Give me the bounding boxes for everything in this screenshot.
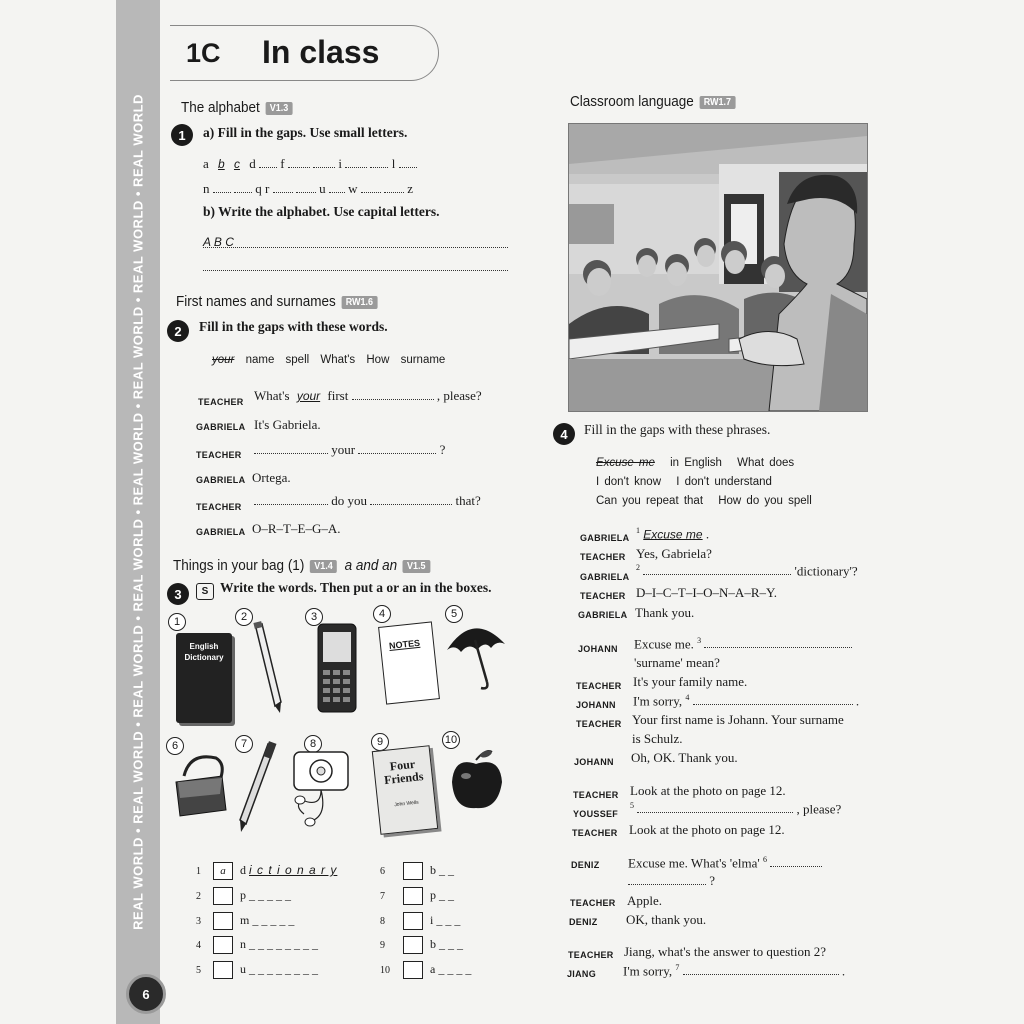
letter-u: u bbox=[319, 181, 326, 196]
dialogue-line: $^5$ , please? bbox=[630, 801, 842, 817]
letter-f: f bbox=[280, 156, 285, 171]
alphabet-row-2 bbox=[203, 181, 413, 197]
pic-number: 7 bbox=[235, 735, 253, 753]
dialogue-line: It's Gabriela. bbox=[254, 417, 321, 432]
answer-box[interactable] bbox=[213, 887, 233, 905]
umbrella-icon bbox=[445, 620, 507, 692]
speaker: TEACHER bbox=[570, 898, 616, 908]
letter-w: w bbox=[348, 181, 358, 196]
alphabet-part-a: a) Fill in the gaps. Use small letters. bbox=[203, 125, 408, 140]
speaker: GABRIELA bbox=[578, 610, 628, 620]
speaker: JOHANN bbox=[576, 700, 616, 710]
answer-row: 1 a d i c t i o n a r y bbox=[196, 862, 337, 880]
gap[interactable] bbox=[213, 182, 231, 193]
lesson-code: 1C bbox=[186, 38, 221, 68]
exercise-4-number: 4 bbox=[553, 423, 575, 445]
alphabet-heading-text: The alphabet bbox=[181, 99, 260, 116]
answer-b: A B C bbox=[203, 235, 234, 249]
answer-box[interactable] bbox=[403, 912, 423, 930]
phrase-crossed: Excuse me bbox=[596, 457, 655, 469]
apple-icon bbox=[448, 746, 508, 814]
phrase-row-2: I don't know I don't understand bbox=[596, 476, 772, 488]
dialogue-line: I'm sorry, $^4$ . bbox=[633, 693, 860, 709]
classroom-photo bbox=[568, 123, 868, 412]
answer-row: 6 b _ _ bbox=[380, 862, 454, 880]
alphabet-row-1 bbox=[203, 156, 417, 172]
names-instruction: Fill in the gaps with these words. bbox=[199, 319, 388, 334]
phrase-row-1: Excuse me in English What does bbox=[596, 457, 795, 469]
letter-n: n bbox=[203, 181, 210, 196]
gap[interactable] bbox=[313, 157, 335, 168]
exercise-3-number: 3 bbox=[167, 583, 189, 605]
bag-heading bbox=[173, 557, 430, 574]
dialogue-line: Jiang, what's the answer to question 2? bbox=[624, 944, 826, 959]
answer-row: 8 i _ _ _ bbox=[380, 912, 460, 930]
letter-c: c bbox=[233, 157, 240, 171]
classroom-scene-illustration bbox=[569, 124, 867, 411]
speaker: TEACHER bbox=[580, 552, 626, 562]
dialogue-line: Excuse me. $^3$ bbox=[634, 636, 852, 652]
classroom-badge: RW1.7 bbox=[699, 96, 735, 109]
speaker: GABRIELA bbox=[196, 527, 246, 537]
answer-box[interactable]: a bbox=[213, 862, 233, 880]
gap[interactable] bbox=[693, 694, 853, 705]
gap[interactable] bbox=[361, 182, 381, 193]
alphabet-heading bbox=[181, 99, 293, 116]
answer-line-1[interactable] bbox=[203, 233, 508, 248]
gap[interactable] bbox=[643, 564, 791, 575]
bag-badge-2: V1.5 bbox=[403, 560, 431, 573]
names-badge: RW1.6 bbox=[341, 296, 377, 309]
letter-r: r bbox=[265, 181, 270, 196]
speaker: TEACHER bbox=[198, 397, 244, 407]
speaker: TEACHER bbox=[568, 950, 614, 960]
answer-box[interactable] bbox=[403, 887, 423, 905]
answer-row: 3 m _ _ _ _ _ bbox=[196, 912, 294, 930]
answer-box[interactable] bbox=[213, 912, 233, 930]
dialogue-line: What's your first , please? bbox=[254, 388, 482, 403]
gap[interactable] bbox=[370, 494, 452, 505]
answer-your: your bbox=[296, 389, 321, 403]
gap[interactable] bbox=[384, 182, 404, 193]
answer-box[interactable] bbox=[403, 936, 423, 954]
dialogue-line: Ortega. bbox=[252, 470, 291, 485]
pic-number: 9 bbox=[371, 733, 389, 751]
s-icon: S bbox=[196, 583, 214, 600]
gap[interactable] bbox=[770, 856, 822, 867]
pic-number: 4 bbox=[373, 605, 391, 623]
bag-icon bbox=[170, 750, 232, 820]
classroom-heading bbox=[570, 93, 736, 110]
notebook-icon bbox=[378, 621, 440, 704]
letter-i: i bbox=[338, 156, 342, 171]
pic-number: 3 bbox=[305, 608, 323, 626]
side-label: REAL WORLD • REAL WORLD • REAL WORLD • REAL WORLD • REAL WORLD • REAL WORLD • REAL WORLD • REAL WORLD bbox=[130, 94, 146, 930]
names-word-box bbox=[212, 354, 445, 366]
dialogue-line: Excuse me. What's 'elma' $^6$ bbox=[628, 855, 822, 871]
gap[interactable] bbox=[254, 443, 328, 454]
exercise-2-number: 2 bbox=[167, 320, 189, 342]
pic-number: 6 bbox=[166, 737, 184, 755]
answer-row: 9 b _ _ _ bbox=[380, 936, 463, 954]
gap[interactable] bbox=[637, 802, 793, 813]
speaker: GABRIELA bbox=[580, 533, 630, 543]
names-heading-text: First names and surnames bbox=[176, 293, 336, 310]
word-list: name spell What's How surname bbox=[245, 354, 446, 366]
gap[interactable] bbox=[704, 637, 852, 648]
bag-instruction: Write the words. Then put a or an in the boxes. bbox=[220, 580, 492, 595]
classroom-heading-text: Classroom language bbox=[570, 93, 694, 110]
gap[interactable] bbox=[273, 182, 293, 193]
gap[interactable] bbox=[628, 874, 706, 885]
book-author: John Wells bbox=[394, 799, 419, 809]
lesson-title: In class bbox=[262, 34, 380, 70]
dialogue-line: It's your family name. bbox=[633, 674, 748, 689]
notes-label: NOTES bbox=[388, 637, 421, 651]
answer-box[interactable] bbox=[403, 862, 423, 880]
dialogue-line: Oh, OK. Thank you. bbox=[631, 750, 738, 765]
pic-number: 2 bbox=[235, 608, 253, 626]
dialogue-line: $^1$ Excuse me . bbox=[636, 526, 710, 542]
gap[interactable] bbox=[352, 389, 434, 400]
pic-number: 5 bbox=[445, 605, 463, 623]
pic-number: 1 bbox=[168, 613, 186, 631]
answer-dictionary: i c t i o n a r y bbox=[249, 862, 338, 877]
dialogue-line: Look at the photo on page 12. bbox=[629, 822, 785, 837]
dialogue-line-cont: 'surname' mean? bbox=[634, 655, 720, 670]
gap[interactable] bbox=[288, 157, 310, 168]
speaker: GABRIELA bbox=[196, 422, 246, 432]
speaker: GABRIELA bbox=[196, 475, 246, 485]
speaker: TEACHER bbox=[573, 790, 619, 800]
dialogue-line-cont: is Schulz. bbox=[632, 731, 683, 746]
dialogue-line: Yes, Gabriela? bbox=[636, 546, 712, 561]
pen-icon bbox=[236, 740, 278, 835]
speaker: TEACHER bbox=[580, 591, 626, 601]
answer-row: 2 p _ _ _ _ _ bbox=[196, 887, 291, 905]
letter-q: q bbox=[255, 181, 262, 196]
answer-line-2[interactable] bbox=[203, 258, 508, 271]
speaker: JOHANN bbox=[574, 757, 614, 767]
speaker: JOHANN bbox=[578, 644, 618, 654]
dialogue-line: Thank you. bbox=[635, 605, 695, 620]
gap[interactable] bbox=[683, 964, 839, 975]
letter-d: d bbox=[249, 156, 256, 171]
answer-row: 10 a _ _ _ _ bbox=[380, 961, 471, 979]
dialogue-line: I'm sorry, $^7$ . bbox=[623, 963, 846, 979]
speaker: TEACHER bbox=[576, 719, 622, 729]
ipod-icon bbox=[288, 748, 358, 828]
gap[interactable] bbox=[259, 157, 277, 168]
answer-row: 5 u _ _ _ _ _ _ _ _ bbox=[196, 961, 318, 979]
letter-l: l bbox=[391, 156, 396, 171]
gap[interactable] bbox=[254, 494, 328, 505]
bag-heading-text: Things in your bag (1) bbox=[173, 557, 305, 574]
phrase-row-3: Can you repeat that How do you spell bbox=[596, 495, 812, 507]
dialogue-line: your ? bbox=[254, 442, 445, 458]
dialogue-line: do you that? bbox=[254, 493, 481, 509]
dialogue-line: Look at the photo on page 12. bbox=[630, 783, 786, 798]
gap[interactable] bbox=[234, 182, 252, 193]
classroom-instruction: Fill in the gaps with these phrases. bbox=[584, 422, 771, 437]
book-icon bbox=[372, 745, 438, 835]
pic-number: 10 bbox=[442, 731, 460, 749]
answer-row: 7 p _ _ bbox=[380, 887, 454, 905]
gap[interactable] bbox=[370, 157, 388, 168]
speaker: TEACHER bbox=[576, 681, 622, 691]
bag-heading-mid: a and an bbox=[344, 557, 398, 574]
speaker: JIANG bbox=[567, 969, 597, 979]
speaker: TEACHER bbox=[196, 502, 242, 512]
pic-number: 8 bbox=[304, 735, 322, 753]
dialogue-line: Your first name is Johann. Your surname bbox=[632, 712, 844, 727]
answer-box[interactable] bbox=[213, 961, 233, 979]
dialogue-line: $^2$ 'dictionary'? bbox=[636, 563, 858, 579]
answer-excuse-me: Excuse me bbox=[643, 527, 703, 542]
speaker: DENIZ bbox=[571, 860, 600, 870]
page-number: 6 bbox=[126, 974, 166, 1014]
dialogue-line-cont: ? bbox=[628, 873, 715, 889]
mobile-phone-icon bbox=[312, 622, 362, 714]
dialogue-line: D–I–C–T–I–O–N–A–R–Y. bbox=[636, 585, 777, 600]
book-title: Four Friends bbox=[383, 756, 425, 788]
dialogue-line: O–R–T–E–G–A. bbox=[252, 521, 341, 536]
dictionary-label: English Dictionary bbox=[184, 642, 224, 662]
bag-badge-1: V1.4 bbox=[310, 560, 338, 573]
gap[interactable] bbox=[329, 182, 345, 193]
letter-b: b bbox=[218, 157, 225, 171]
speaker: DENIZ bbox=[569, 917, 598, 927]
gap[interactable] bbox=[358, 443, 436, 454]
answer-box[interactable] bbox=[213, 936, 233, 954]
alphabet-badge: V1.3 bbox=[265, 102, 293, 115]
dictionary-icon bbox=[176, 633, 232, 723]
gap[interactable] bbox=[345, 157, 367, 168]
answer-row: 4 n _ _ _ _ _ _ _ _ bbox=[196, 936, 318, 954]
dialogue-line: OK, thank you. bbox=[626, 912, 707, 927]
letter-z: z bbox=[407, 181, 414, 196]
letter-a: a bbox=[203, 156, 209, 171]
exercise-1-number: 1 bbox=[171, 124, 193, 146]
answer-box[interactable] bbox=[403, 961, 423, 979]
speaker: GABRIELA bbox=[580, 572, 630, 582]
alphabet-part-b: b) Write the alphabet. Use capital letters. bbox=[203, 204, 440, 219]
speaker: YOUSSEF bbox=[573, 809, 619, 819]
gap[interactable] bbox=[296, 182, 316, 193]
names-heading bbox=[176, 293, 378, 310]
pencil-icon bbox=[248, 620, 288, 715]
word-crossed: your bbox=[212, 354, 235, 366]
gap[interactable] bbox=[399, 157, 417, 168]
dialogue-line: Apple. bbox=[627, 893, 663, 908]
speaker: TEACHER bbox=[572, 828, 618, 838]
speaker: TEACHER bbox=[196, 450, 242, 460]
